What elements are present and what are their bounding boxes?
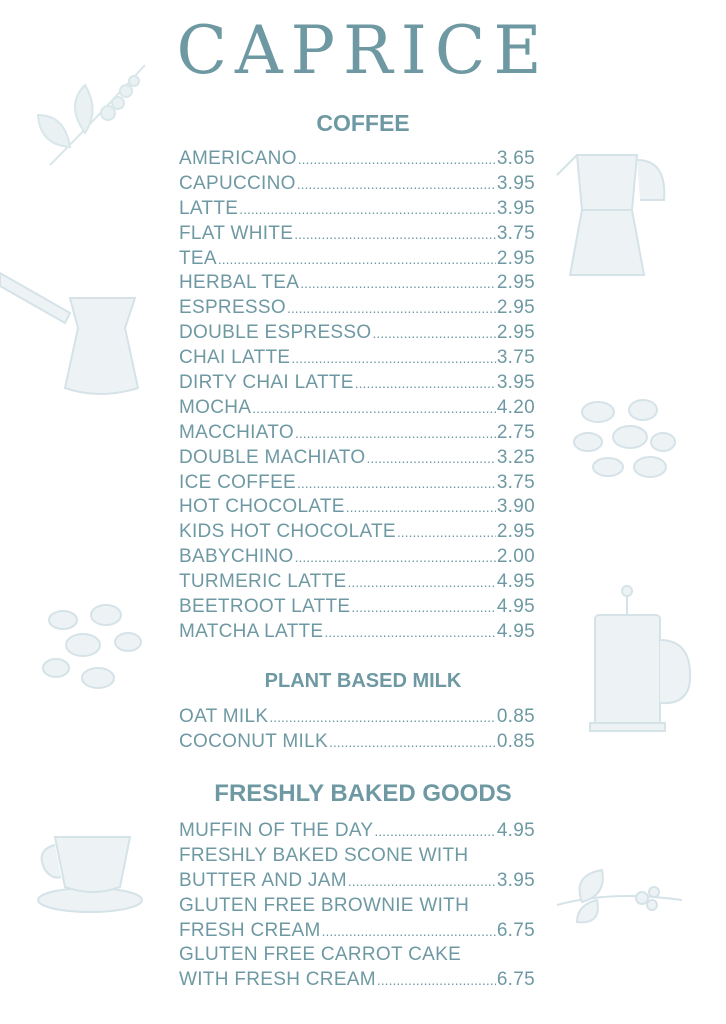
section-title-plant-milk: PLANT BASED MILK [264,670,462,692]
menu-item-price: 3.90 [496,496,535,518]
dot-leader [355,375,496,391]
dot-leader [322,923,496,939]
dot-leader [300,275,496,291]
menu-item-name: ESPRESSO [179,297,286,319]
menu-item-name: ICE COFFEE [179,471,297,493]
dot-leader [366,450,495,466]
menu-item-price: 3.65 [496,148,535,169]
menu-item [179,521,535,546]
plant-milk-list [179,706,535,756]
menu-item-price: 3.75 [496,222,535,244]
coffee-beans-icon [568,392,678,482]
menu-item-name-line1 [179,944,535,969]
menu-item-price: 3.95 [496,197,535,219]
coffee-list [179,148,535,646]
menu-item-price: 3.95 [496,869,535,891]
menu-item [179,397,535,422]
menu-item-name: HERBAL TEA [179,272,300,294]
menu-item-name: BABYCHINO [179,546,294,568]
dot-leader [374,823,495,839]
menu-item-name: CHAI LATTE [179,347,291,369]
menu-item-name: WITH FRESH CREAM [179,969,376,991]
dot-leader [347,574,495,590]
dot-leader [295,425,496,441]
dot-leader [269,709,495,725]
menu-item [179,820,535,845]
dot-leader [297,176,496,192]
menu-item [179,223,535,248]
menu-item-price: 2.00 [496,546,535,568]
menu-item-price: 0.85 [496,706,535,727]
menu-item-name: MATCHA LATTE [179,620,324,642]
menu-item [179,496,535,521]
dot-leader [239,201,496,217]
menu-item-price: 3.95 [496,372,535,394]
section-title-coffee: COFFEE [316,110,410,136]
brand-title: CAPRICE [176,12,550,89]
dot-leader [351,599,495,615]
menu-item-name: GLUTEN FREE CARROT CAKE [179,944,462,966]
menu-item [179,447,535,472]
coffee-branch-icon [552,860,687,930]
menu-item-name: COCONUT MILK [179,730,328,752]
menu-item [179,571,535,596]
menu-item [179,148,535,173]
menu-item-price: 4.95 [496,596,535,618]
menu-item-name: BUTTER AND JAM [179,869,347,891]
menu-item [179,372,535,397]
menu-item [179,920,535,945]
menu-item-name: MOCHA [179,396,252,418]
dot-leader [297,475,496,491]
baked-goods-list [179,820,535,994]
menu-item-price: 3.75 [496,347,535,369]
dot-leader [329,734,496,750]
menu-item-price: 0.85 [496,730,535,752]
menu-item [179,322,535,347]
menu-item [179,969,535,994]
menu-item-name: OAT MILK [179,706,269,727]
menu-item-price: 4.95 [496,820,535,841]
menu-item-name: TURMERIC LATTE [179,571,347,593]
moka-pot-icon [552,140,677,285]
menu-item [179,621,535,646]
menu-item [179,248,535,273]
menu-item-price: 4.95 [496,620,535,642]
dot-leader [252,400,496,416]
dot-leader [397,524,496,540]
menu-item [179,596,535,621]
coffee-pot-icon [0,268,145,403]
menu-item [179,422,535,447]
menu-item-name: FLAT WHITE [179,222,294,244]
menu-item-name: AMERICANO [179,148,297,169]
menu-item [179,706,535,731]
menu-item-name: CAPUCCINO [179,172,296,194]
french-press-icon [580,585,700,740]
menu-item-name: FRESHLY BAKED SCONE WITH [179,844,469,866]
menu-item [179,272,535,297]
menu-item [179,472,535,497]
menu-item [179,297,535,322]
menu-item-price: 6.75 [496,969,535,991]
menu-item [179,347,535,372]
menu-item-name: BEETROOT LATTE [179,596,351,618]
menu-item-price: 3.75 [496,471,535,493]
menu-item-price: 2.75 [496,421,535,443]
menu-item-name: KIDS HOT CHOCOLATE [179,521,396,543]
dot-leader [348,873,496,889]
menu-item-name: HOT CHOCOLATE [179,496,345,518]
menu-item [179,731,535,756]
menu-item-name-line1 [179,895,535,920]
menu-item-name: DOUBLE ESPRESSO [179,322,372,344]
dot-leader [287,300,496,316]
menu-item [179,546,535,571]
dot-leader [294,226,496,242]
dot-leader [346,499,496,515]
menu-item-name: DOUBLE MACHIATO [179,446,366,468]
menu-item-price: 2.95 [496,521,535,543]
menu-item-price: 3.95 [496,172,535,194]
menu-item [179,173,535,198]
menu-item-name: LATTE [179,197,239,219]
dot-leader [291,350,495,366]
menu-item-price: 3.25 [496,446,535,468]
menu-item-name: TEA [179,247,217,269]
dot-leader [324,624,495,640]
coffee-cup-icon [35,825,150,920]
dot-leader [295,549,496,565]
dot-leader [218,251,496,267]
menu-item-name: MUFFIN OF THE DAY [179,820,374,841]
menu-item-price: 6.75 [496,919,535,941]
menu-item [179,198,535,223]
menu-item-name: MACCHIATO [179,421,294,443]
dot-leader [377,972,496,988]
dot-leader [372,325,495,341]
menu-item-name: DIRTY CHAI LATTE [179,372,354,394]
section-title-baked-goods: FRESHLY BAKED GOODS [214,780,512,807]
menu-item-price: 4.95 [496,571,535,593]
menu-item-price: 4.20 [496,396,535,418]
menu-item-price: 2.95 [496,297,535,319]
menu-item-name: GLUTEN FREE BROWNIE WITH [179,894,470,916]
menu-item-price: 2.95 [496,247,535,269]
dot-leader [298,151,496,167]
menu-item-price: 2.95 [496,272,535,294]
menu-item-name: FRESH CREAM [179,919,321,941]
menu-item [179,870,535,895]
menu-item-price: 2.95 [496,322,535,344]
menu-item-name-line1 [179,845,535,870]
